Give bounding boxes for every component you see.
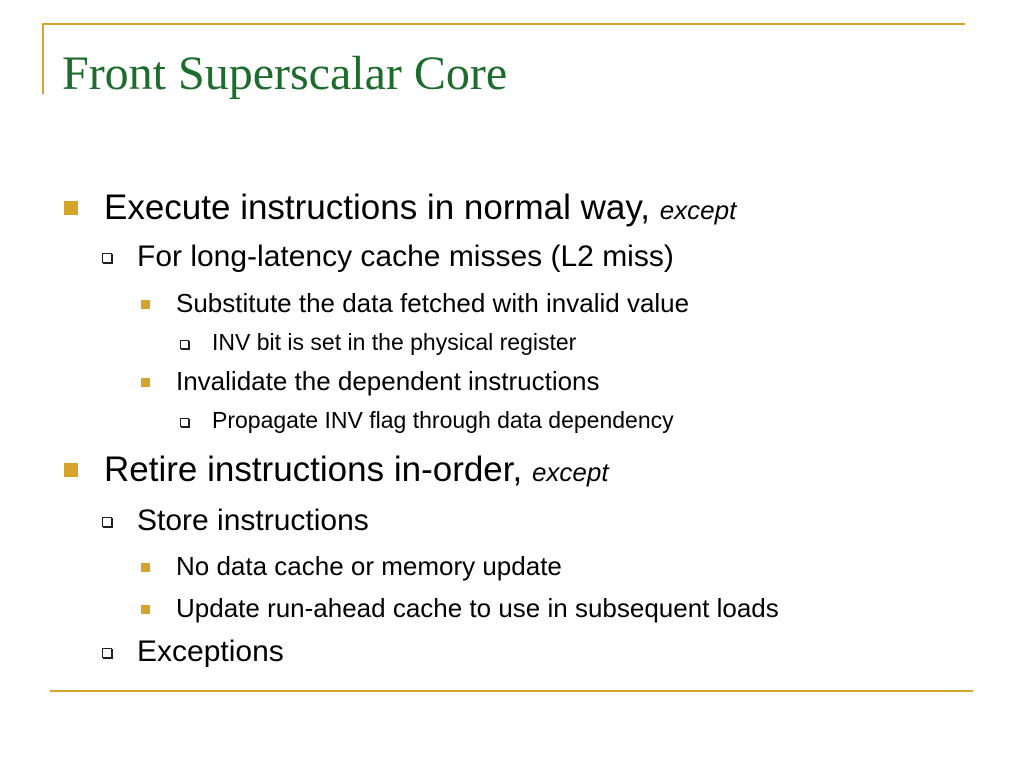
bullet-text: Substitute the data fetched with invalid value	[176, 288, 690, 318]
square-bullet-icon	[141, 378, 150, 387]
bullet-text: Retire instructions in-order,	[104, 450, 523, 489]
bullet-text: Propagate INV flag through data dependency	[212, 407, 674, 433]
square-bullet-icon	[141, 563, 150, 572]
bullet-text: INV bit is set in the physical register	[212, 329, 577, 355]
bullet-emphasis: except	[531, 457, 609, 487]
bullet-text: Execute instructions in normal way,	[104, 188, 650, 227]
hollow-square-bullet-icon	[180, 340, 189, 349]
square-bullet-icon	[64, 463, 78, 477]
square-bullet-icon	[64, 201, 78, 215]
hollow-square-bullet-icon	[102, 253, 112, 263]
hollow-square-bullet-icon	[102, 517, 112, 527]
bullet-text: For long-latency cache misses (L2 miss)	[137, 240, 674, 273]
bullet-text: Store instructions	[137, 504, 369, 537]
bullet-text: Exceptions	[137, 635, 284, 668]
bullet-text: Update run-ahead cache to use in subsequent loads	[176, 593, 779, 623]
bullet-text: Invalidate the dependent instructions	[176, 366, 600, 396]
hollow-square-bullet-icon	[102, 648, 112, 658]
square-bullet-icon	[141, 300, 150, 309]
slide-title: Front Superscalar Core	[62, 47, 508, 100]
bullet-text: No data cache or memory update	[176, 551, 562, 581]
square-bullet-icon	[141, 605, 150, 614]
hollow-square-bullet-icon	[180, 418, 189, 427]
bullet-emphasis: except	[659, 195, 737, 225]
